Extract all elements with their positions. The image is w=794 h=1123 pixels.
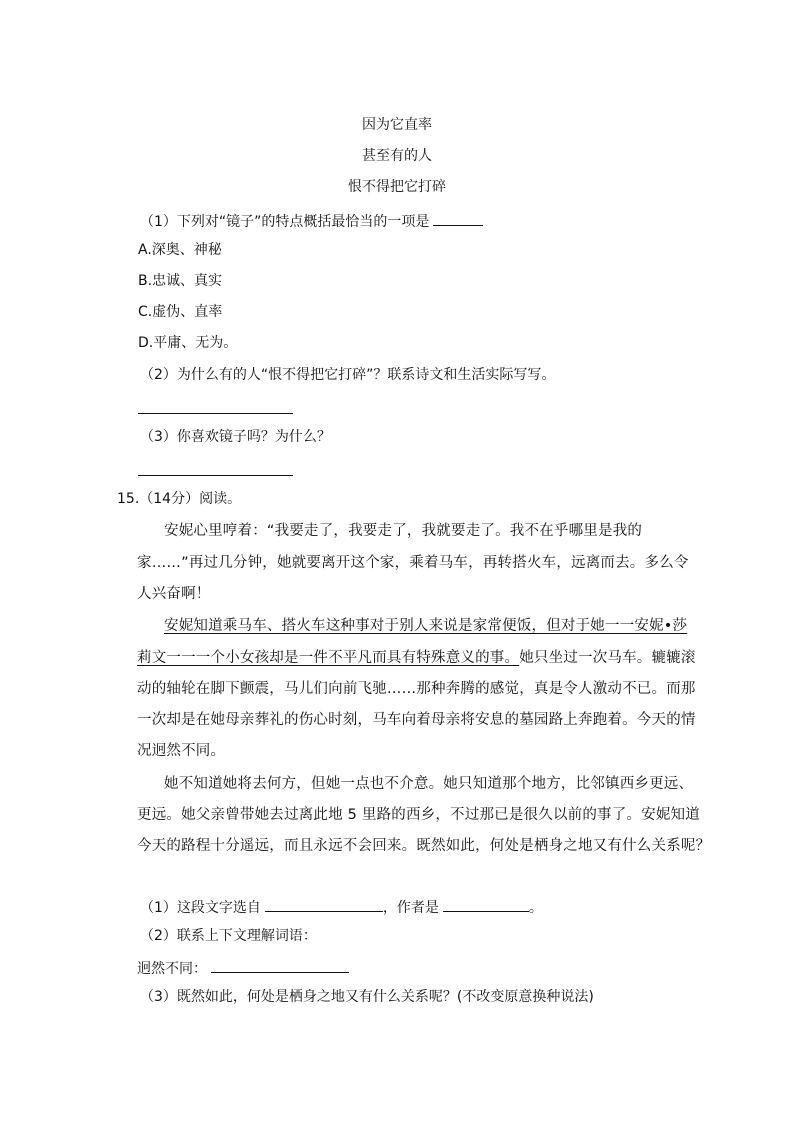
q14-sub2-answer-line[interactable] xyxy=(138,413,293,414)
q15-passage-p2-line5: 况迥然不同。 xyxy=(137,743,226,759)
q14-sub3-text: （3）你喜欢镜子吗？为什么？ xyxy=(140,429,331,445)
q14-sub3-answer-line[interactable] xyxy=(138,475,293,476)
q15-passage-p2-line4: 一次却是在她母亲葬礼的伤心时刻，马车向着母亲将安息的墓园路上奔跑着。今天的情 xyxy=(137,712,696,728)
q15-passage-p1-line3: 人兴奋啊！ xyxy=(137,586,211,602)
q14-option-c: C.虚伪、直率 xyxy=(138,304,223,320)
q14-sub1-text: （1）下列对“镜子”的特点概括最恰当的一项是 xyxy=(140,214,430,230)
q14-sub1-answer-blank[interactable] xyxy=(433,210,483,226)
q14-sub2-text: （2）为什么有的人“恨不得把它打碎”？联系诗文和生活实际写写。 xyxy=(140,367,556,383)
q15-underlined-sentence: 莉文一一一个小女孩却是一件不平凡而具有特殊意义的事。 xyxy=(137,650,520,666)
q15-passage-p1-line2: 家……”再过几分钟，她就要离开这个家，乘着马车，再转搭火车，远离而去。多么令 xyxy=(137,555,689,571)
q15-source-blank[interactable] xyxy=(265,896,383,912)
q15-sub1-row xyxy=(140,896,543,918)
q15-sub1-text-b: ，作者是 xyxy=(382,900,439,916)
q15-word-answer-blank[interactable] xyxy=(211,957,349,973)
q15-sub2-text: （2）联系上下文理解词语： xyxy=(140,928,317,944)
q15-sub1-text-c: 。 xyxy=(528,900,543,916)
q15-passage-p2-line2-rest: 她只坐过一次马车。辘辘滚 xyxy=(519,650,696,666)
q14-option-a: A.深奥、神秘 xyxy=(138,242,222,258)
q15-passage-p1-line1: 安妮心里哼着：“我要走了，我要走了，我就要走了。我不在乎哪里是我的 xyxy=(164,523,643,539)
q15-passage-p3-line3: 今天的路程十分遥远，而且永远不会回来。既然如此，何处是栖身之地又有什么关系呢？ xyxy=(137,838,711,854)
q15-passage-p2-line1: 安妮知道乘马车、搭火车这种事对于别人来说是家常便饭，但对于她一一安妮•莎 xyxy=(164,618,688,634)
poem-line-3: 恨不得把它打碎 xyxy=(348,179,446,195)
q15-word-row xyxy=(137,957,349,979)
q15-sub1-text-a: （1）这段文字选自 xyxy=(140,900,261,916)
q15-passage-p3-line2: 更远。她父亲曾带她去过离此地 5 里路的西乡，不过那已是很久以前的事了。安妮知道 xyxy=(137,807,700,823)
poem-line-1: 因为它直率 xyxy=(362,117,432,133)
q15-author-blank[interactable] xyxy=(443,896,529,912)
q15-passage-p2-line3: 动的轴轮在脚下颤震，马儿们向前飞驰……那种奔腾的感觉，真是令人激动不已。而那 xyxy=(137,681,696,697)
q15-sub3-text: （3）既然如此，何处是栖身之地又有什么关系呢？(不改变原意换种说法) xyxy=(140,989,594,1005)
poem-line-2: 甚至有的人 xyxy=(362,148,432,164)
q15-passage-p2-line2 xyxy=(137,648,696,668)
q14-option-d: D.平庸、无为。 xyxy=(138,335,238,351)
q15-word-label: 迥然不同： xyxy=(137,961,207,977)
q15-passage-p3-line1: 她不知道她将去何方，但她一点也不介意。她只知道那个地方，比邻镇西乡更远、 xyxy=(164,776,694,792)
q15-header: 15.（14分）阅读。 xyxy=(117,491,242,507)
q14-sub1-row xyxy=(140,210,483,232)
q14-option-b: B.忠诚、真实 xyxy=(138,273,223,289)
